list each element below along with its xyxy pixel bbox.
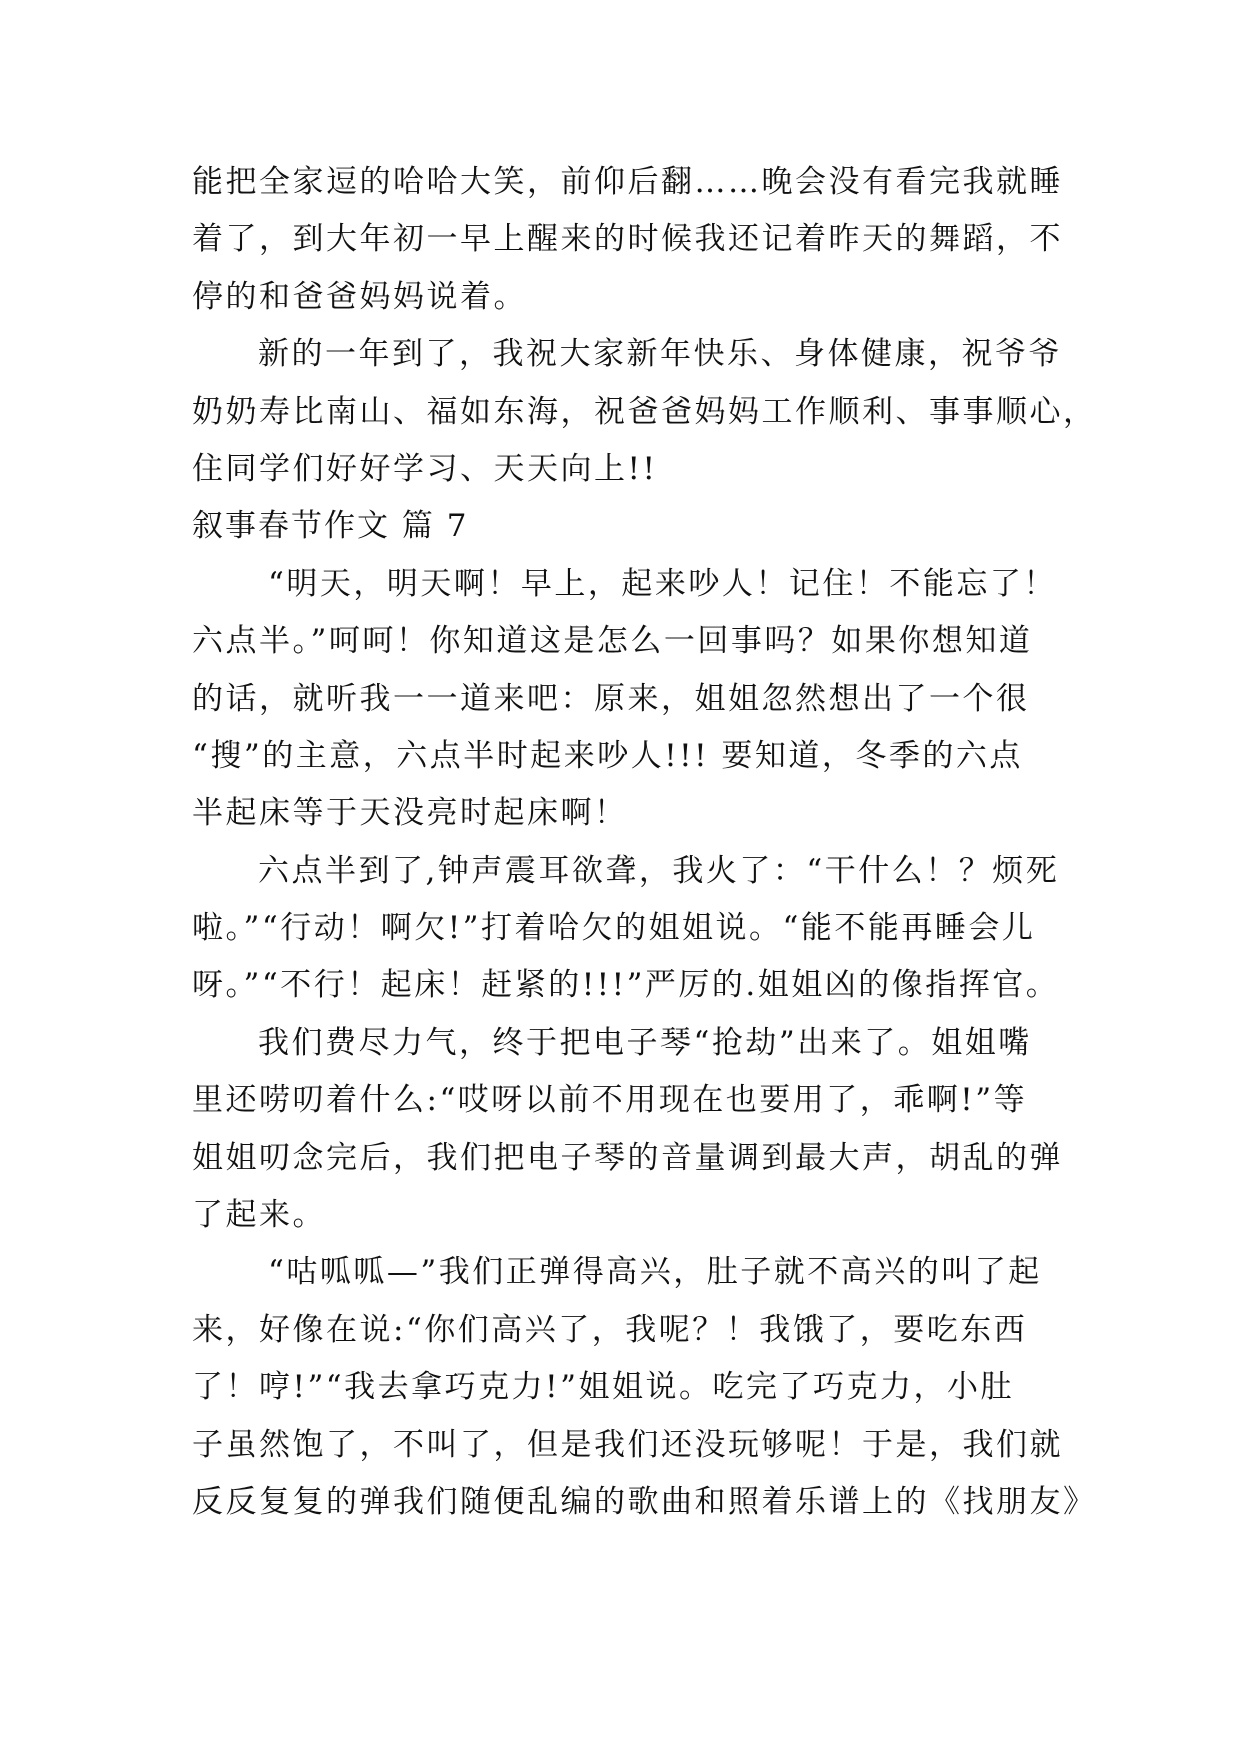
paragraph-half-past-six (192, 843, 1062, 1015)
text-line: 呀。”“不行！起床！赶紧的!!!”严厉的.姐姐凶的像指挥官。 (192, 967, 1060, 1004)
text-line: “搜”的主意，六点半时起来吵人!!! 要知道，冬季的六点 (192, 737, 1023, 774)
text-line: “明天，明天啊！早上，起来吵人！记住！不能忘了！ (268, 565, 1057, 602)
text-line: “咕呱呱—”我们正弹得高兴，肚子就不高兴的叫了起 (268, 1254, 1042, 1291)
paragraph-new-year-wishes (192, 326, 1097, 498)
text-line: 住同学们好好学习、天天向上!! (192, 450, 658, 487)
text-line: 的话，就听我一一道来吧：原来，姐姐忽然想出了一个很 (192, 680, 1030, 717)
text-line: 六点半。”呵呵！你知道这是怎么一回事吗？如果你想知道 (192, 623, 1033, 660)
text-line: 里还唠叨着什么:“哎呀以前不用现在也要用了，乖啊!”等 (192, 1082, 1028, 1119)
paragraph-hungry (192, 1244, 1097, 1531)
text-line: 停的和爸爸妈妈说着。 (192, 278, 527, 315)
text-line: 来，好像在说:“你们高兴了，我呢？！我饿了，要吃东西 (192, 1311, 1028, 1348)
document-body (192, 154, 1097, 1531)
text-line: 半起床等于天没亮时起床啊！ (192, 795, 628, 832)
text-line: 新的一年到了，我祝大家新年快乐、身体健康，祝爷爷 (258, 336, 1062, 373)
text-line: 了起来。 (192, 1197, 326, 1234)
text-line: 子虽然饱了，不叫了，但是我们还没玩够呢！于是，我们就 (192, 1426, 1063, 1463)
text-line: 能把全家逗的哈哈大笑，前仰后翻……晚会没有看完我就睡 (192, 164, 1063, 200)
text-line: 我们费尽力气，终于把电子琴“抢劫”出来了。姐姐嘴 (258, 1024, 1032, 1061)
text-line: 了！哼!”“我去拿巧克力!”姐姐说。吃完了巧克力，小肚 (192, 1369, 1014, 1406)
paragraph-keyboard (192, 1015, 1062, 1245)
paragraph-tomorrow (192, 556, 1062, 843)
section-heading (192, 498, 1062, 555)
paragraph-continuation (192, 154, 1062, 326)
text-line: 姐姐叨念完后，我们把电子琴的音量调到最大声，胡乱的弹 (192, 1139, 1063, 1176)
text-line: 啦。”“行动！啊欠!”打着哈欠的姐姐说。“能不能再睡会儿 (192, 910, 1036, 947)
text-line: 六点半到了,钟声震耳欲聋，我火了：“干什么！？烦死 (258, 852, 1060, 889)
essay-title: 叙事春节作文 篇 7 (192, 508, 469, 545)
text-line: 着了，到大年初一早上醒来的时候我还记着昨天的舞蹈，不 (192, 221, 1063, 258)
text-line: 奶奶寿比南山、福如东海，祝爸爸妈妈工作顺利、事事顺心， (192, 393, 1097, 430)
text-line: 反反复复的弹我们随便乱编的歌曲和照着乐谱上的《找朋友》 (192, 1483, 1097, 1520)
